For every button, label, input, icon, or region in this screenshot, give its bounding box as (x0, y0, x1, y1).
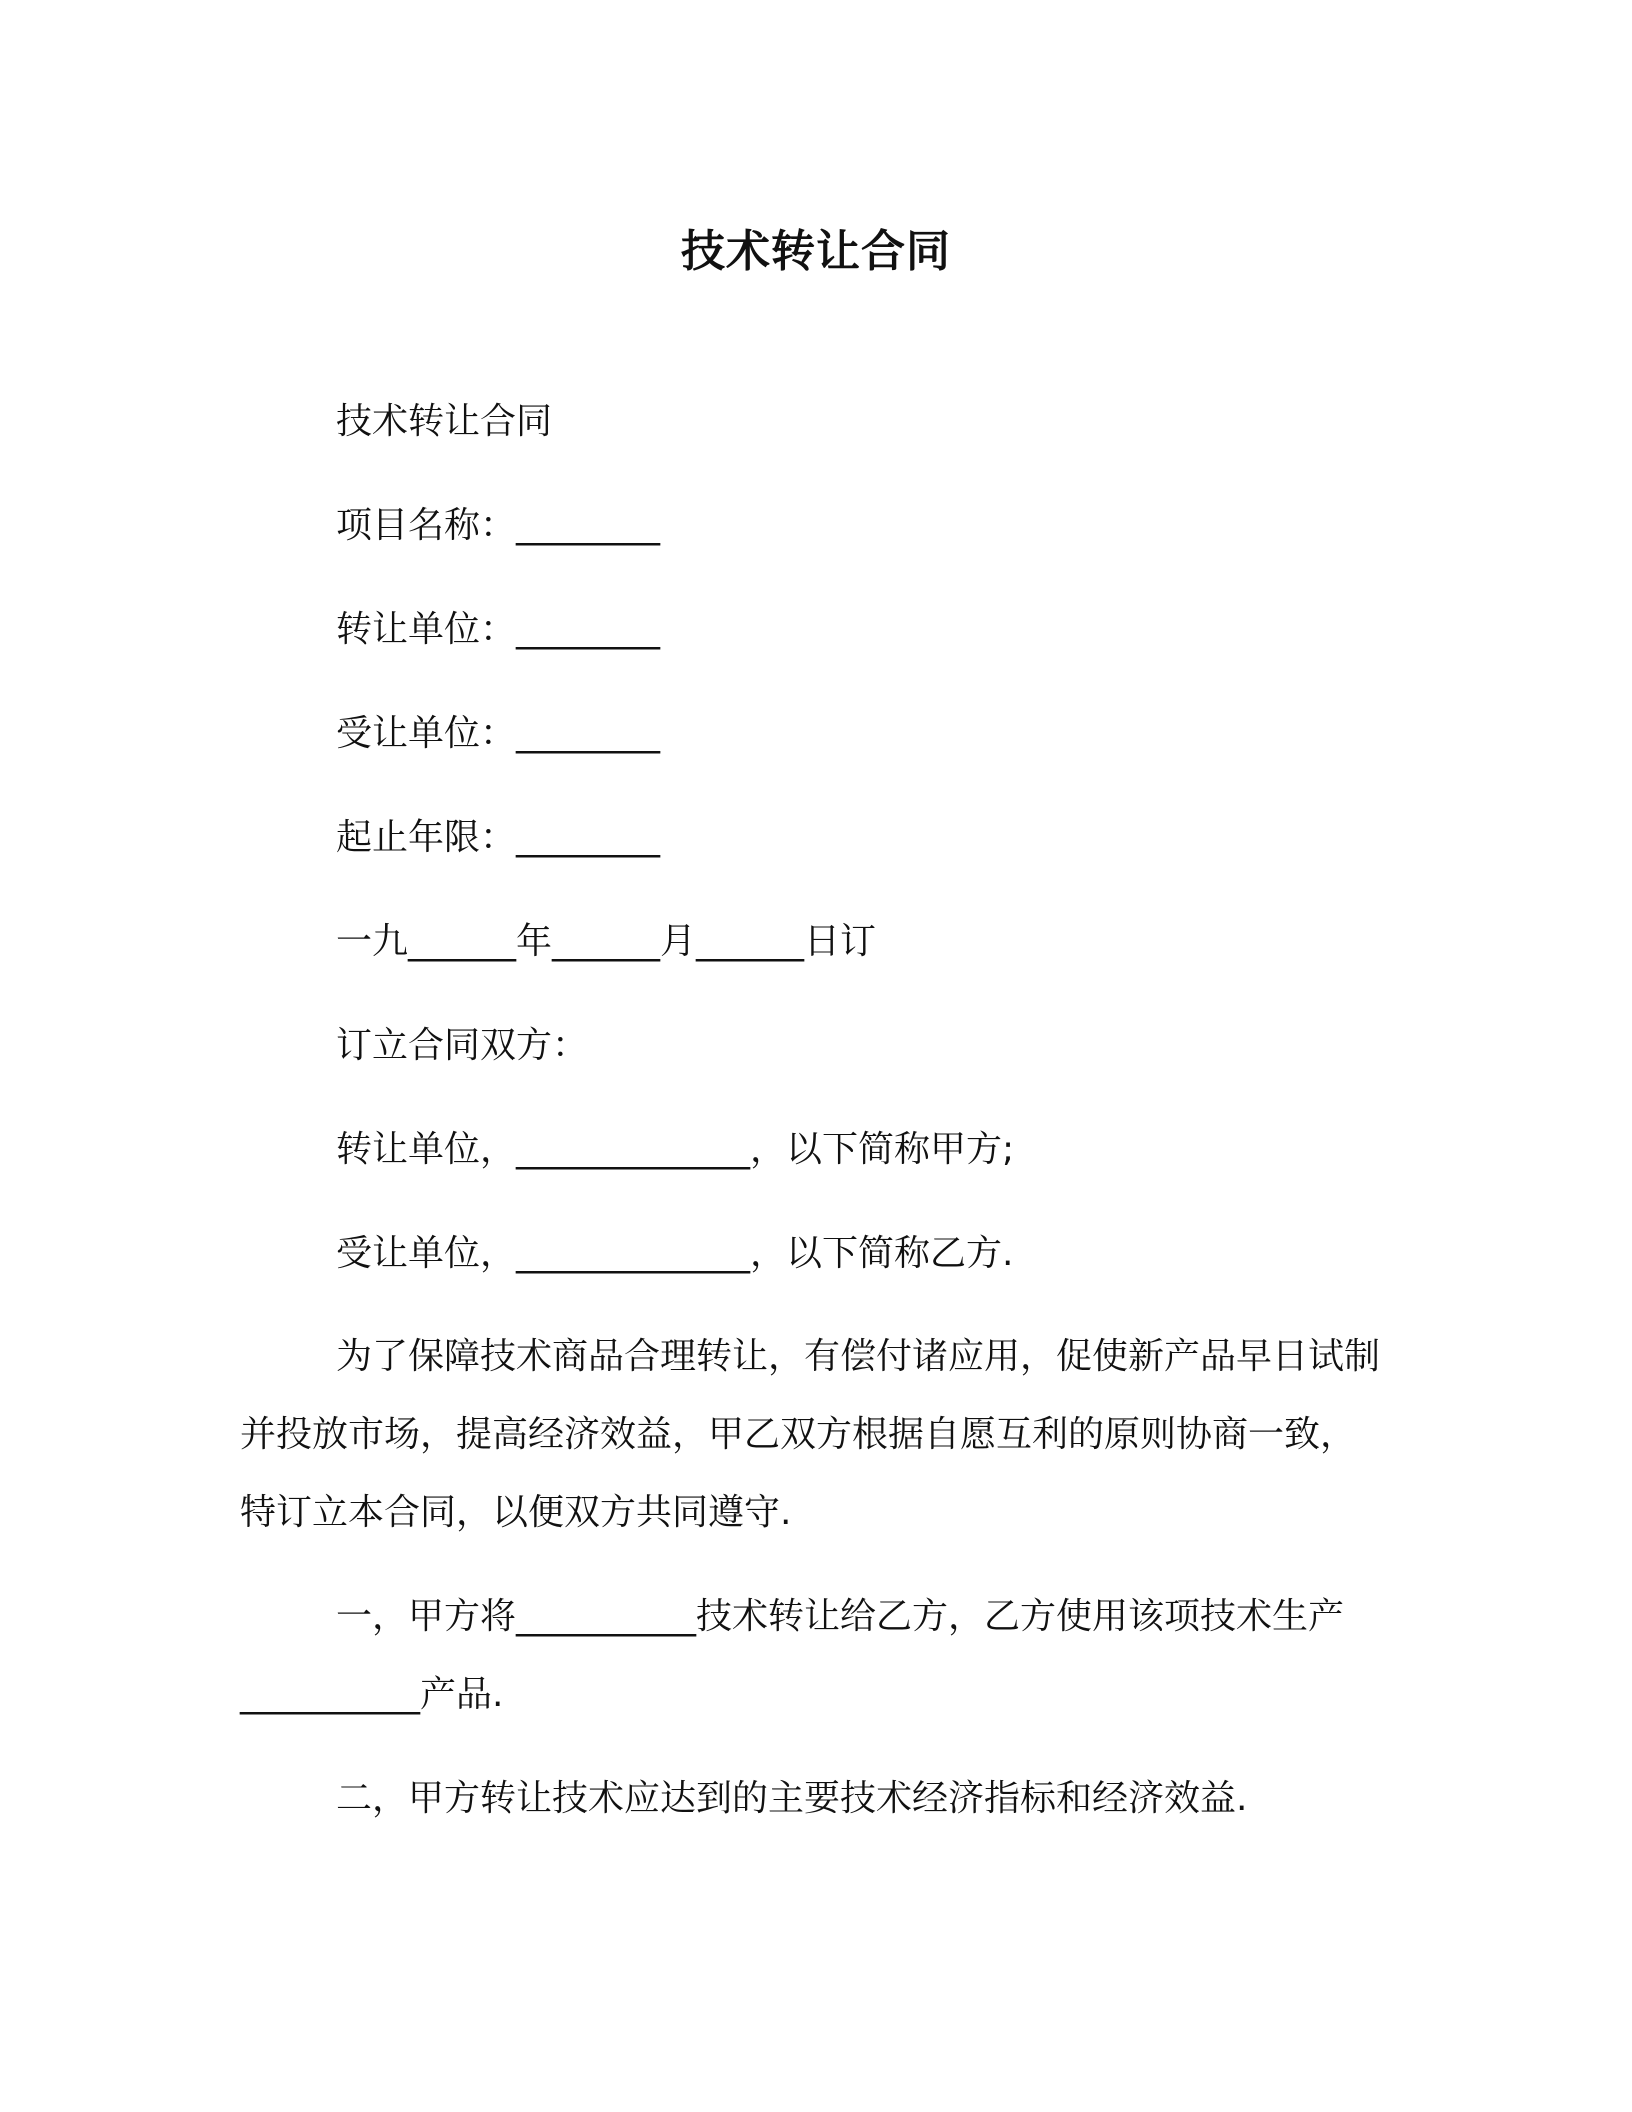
transferor-unit-line: 转让单位：________ (336, 609, 661, 650)
parties-heading-line: 订立合同双方： (336, 1025, 589, 1066)
date-line: 一九______年______月______日订 (336, 921, 877, 962)
subtitle-line: 技术转让合同 (336, 401, 553, 442)
document-title: 技术转让合同 (681, 226, 951, 277)
party-a-line: 转让单位，_____________，以下简称甲方; (336, 1129, 1015, 1170)
party-b-line: 受让单位，_____________，以下简称乙方. (336, 1233, 1014, 1274)
clause-one-paragraph: 一，甲方将__________技术转让给乙方，乙方使用该项技术生产__________产品. (240, 1596, 1345, 1715)
clause-two-paragraph: 二，甲方转让技术应达到的主要技术经济指标和经济效益. (336, 1778, 1248, 1819)
project-name-line: 项目名称：________ (336, 505, 661, 546)
purpose-paragraph: 为了保障技术商品合理转让，有偿付诸应用，促使新产品早日试制并投放市场，提高经济效益，甲乙双方根据自愿互利的原则协商一致，特订立本合同，以便双方共同遵守. (240, 1336, 1381, 1533)
term-line: 起止年限：________ (336, 817, 661, 858)
transferee-unit-line: 受让单位：________ (336, 713, 661, 754)
